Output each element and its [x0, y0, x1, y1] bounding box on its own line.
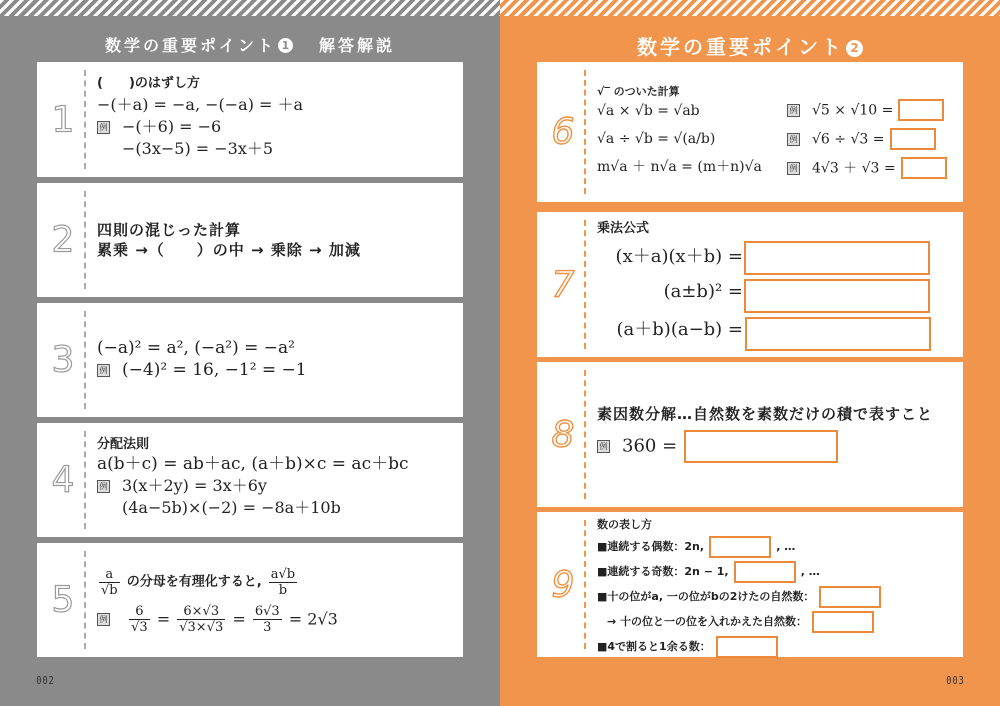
example-icon: 例	[97, 121, 110, 134]
point-number: 8	[551, 414, 575, 455]
page-title: 数学の重要ポイント 2	[500, 31, 1000, 60]
point-card-8	[537, 362, 963, 507]
example-line: (4a−5b)×(−2) = −8a＋10b	[122, 498, 341, 517]
example-result: = 2√3	[288, 609, 338, 629]
example-icon: 例	[97, 613, 110, 626]
example-line: √5 × √10 =	[812, 102, 894, 119]
example-icon: 例	[787, 133, 800, 146]
circled-number-badge: 1	[278, 38, 293, 53]
answer-box[interactable]	[716, 636, 778, 658]
point-card-7	[537, 212, 963, 357]
dashed-divider	[584, 370, 586, 499]
right-page	[500, 0, 1000, 706]
point-card-2	[37, 183, 463, 297]
card-formula: a(b＋c) = ab＋ac, (a＋b)×c = ac＋bc	[97, 454, 409, 474]
example-line: −(3x−5) = −3x＋5	[122, 139, 274, 158]
answer-box[interactable]	[744, 241, 930, 275]
card-formula: √a × √b = √ab	[597, 103, 700, 119]
answer-box[interactable]	[901, 157, 947, 179]
example-line: √6 ÷ √3 =	[812, 131, 885, 148]
list-item-label: ■十の位がa, 一の位がbの2けたの自然数：	[597, 590, 815, 603]
point-number: 1	[51, 99, 75, 140]
point-card-4	[37, 423, 463, 537]
answer-box[interactable]	[734, 561, 796, 583]
point-number: 5	[51, 579, 75, 621]
answer-box[interactable]	[745, 317, 931, 351]
example-line: 3(x＋2y) = 3x＋6y	[122, 476, 267, 495]
point-card-5: 5 $\frac{a}{√b}$ の分母を有理化すると, $\frac{a√b}{b}$ 例 $\frac{6}{√3}$ = $\frac{6\times√3}{√3\times√3}$ = $\frac{6√3}{3}$ = 2√3	[37, 543, 463, 657]
card-heading: 乗法公式	[597, 221, 650, 236]
dashed-divider	[84, 191, 86, 289]
card-formula: √a ÷ √b = √(a/b)	[597, 131, 716, 147]
point-number: 7	[551, 264, 575, 305]
example-line: 360 =	[622, 435, 678, 457]
example-icon: 例	[97, 480, 110, 493]
example-line: (−4)² = 16, −1² = −1	[122, 360, 307, 380]
striped-header-band	[500, 0, 1000, 16]
card-formula: (a±b)² =	[663, 281, 743, 302]
page-subtitle: 解答解説	[319, 36, 396, 55]
dashed-divider	[584, 520, 586, 649]
point-number: 9	[551, 564, 575, 605]
point-number: 2	[51, 219, 75, 261]
example-line: −(＋6) = −6	[122, 117, 222, 136]
page-number: 003	[946, 674, 965, 687]
point-card-3	[37, 303, 463, 417]
example-icon: 例	[597, 440, 610, 453]
card-formula: m√a ＋ n√a = (m＋n)√a	[597, 159, 762, 175]
card-formula: −(＋a) = −a, −(−a) = ＋a	[97, 95, 304, 114]
card-heading: 素因数分解…自然数を素数だけの積で表すこと	[597, 405, 934, 423]
point-number: 4	[51, 459, 75, 501]
dashed-divider	[584, 70, 586, 194]
dashed-divider	[84, 431, 86, 529]
answer-box[interactable]	[812, 611, 874, 633]
example-icon: 例	[97, 364, 110, 377]
answer-box[interactable]	[898, 99, 944, 121]
point-number: 6	[551, 111, 575, 153]
card-heading: 数の表し方	[597, 518, 652, 531]
card-line: 累乗 →（ ）の中 → 乗除 → 加減	[97, 241, 361, 259]
answer-box[interactable]	[819, 586, 881, 608]
card-heading: 四則の混じった計算	[97, 221, 242, 239]
page-number: 002	[36, 674, 55, 687]
dashed-divider	[84, 311, 86, 409]
list-item-label: → 十の位と一の位を入れかえた自然数：	[607, 615, 808, 628]
point-number: 3	[51, 339, 75, 381]
fraction: $\frac{6\times√3}{√3\times√3}$	[179, 604, 224, 635]
point-card-9: 9 数の表し方 ■連続する偶数：2n, , … ■連続する奇数：2n − 1, , … ■十の位がa, 一の位がbの2けたの自然数： → 十の位と一の位を入れかえた自然数： ■4で割ると1余る数：	[537, 512, 963, 657]
card-formula: (−a)² = a², (−a²) = −a²	[97, 338, 295, 358]
answer-box[interactable]	[709, 536, 771, 558]
card-heading: √‾ のついた計算	[597, 85, 680, 98]
dashed-divider	[584, 220, 586, 349]
fraction-result: $\frac{a√b}{b}$	[270, 567, 296, 598]
example-icon: 例	[787, 162, 800, 175]
list-item-label: ■連続する偶数：2n,	[597, 540, 705, 553]
card-heading: ( )のはずし方	[97, 76, 200, 91]
answer-box[interactable]	[890, 128, 936, 150]
example-line: 4√3 ＋ √3 =	[812, 160, 896, 177]
card-heading: 分配法則	[97, 437, 150, 452]
circled-number-badge: 2	[846, 40, 863, 57]
striped-header-band	[0, 0, 500, 16]
point-card-6	[537, 62, 963, 202]
card-formula: (x＋a)(x＋b) =	[615, 246, 743, 267]
dashed-divider	[84, 551, 86, 649]
card-heading: の分母を有理化すると,	[126, 574, 262, 590]
point-card-1	[37, 62, 463, 177]
fraction: $\frac{6}{√3}$	[131, 604, 148, 635]
dashed-divider	[84, 70, 86, 169]
answer-box[interactable]	[684, 430, 838, 463]
example-icon: 例	[787, 104, 800, 117]
fraction-a-over-root-b: $\frac{a}{√b}$	[101, 567, 118, 598]
list-item-label: ■連続する奇数：2n − 1,	[597, 565, 729, 578]
fraction: $\frac{6√3}{3}$	[254, 604, 280, 635]
page-title: 数学の重要ポイント 1 解答解説	[104, 36, 396, 55]
answer-box[interactable]	[744, 279, 930, 313]
list-item-label: ■4で割ると1余る数：	[597, 640, 711, 653]
card-formula: (a＋b)(a−b) =	[616, 319, 743, 340]
